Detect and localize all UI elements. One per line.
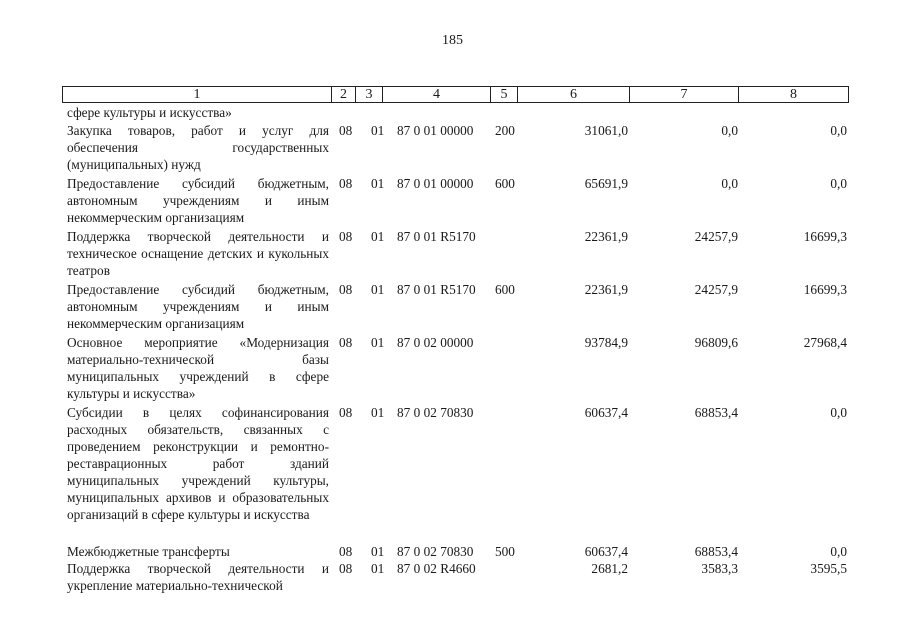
row-name: Предоставление субсидий бюджетным, автономным учреждениям и иным некоммерческим организациям xyxy=(67,282,329,331)
table-header xyxy=(62,86,849,103)
header-col-8: 8 xyxy=(790,87,797,102)
row-subsection: 01 xyxy=(371,405,385,420)
row-subsection: 01 xyxy=(371,561,385,576)
row-amount-3: 3595,5 xyxy=(810,561,847,576)
row-amount-2: 0,0 xyxy=(721,123,738,138)
row-subsection: 01 xyxy=(371,229,385,244)
row-expense-type: 500 xyxy=(495,544,515,559)
row-target-code: 87 0 01 00000 xyxy=(397,176,474,191)
row-amount-2: 0,0 xyxy=(721,176,738,191)
row-section: 08 xyxy=(339,176,353,191)
row-amount-3: 0,0 xyxy=(830,544,847,559)
row-name: Поддержка творческой деятельности и техническое оснащение детских и кукольных театров xyxy=(67,229,329,278)
row-amount-1: 22361,9 xyxy=(584,282,628,297)
row-section: 08 xyxy=(339,229,353,244)
header-col-3: 3 xyxy=(356,87,383,102)
row-name: Межбюджетные трансферты xyxy=(67,544,230,559)
row-subsection: 01 xyxy=(371,282,385,297)
row-name: Основное мероприятие «Модернизация материально-технической базы муниципальных учреждений в сфере культуры и искусства» xyxy=(67,335,329,401)
row-section: 08 xyxy=(339,335,353,350)
row-subsection: 01 xyxy=(371,335,385,350)
row-target-code: 87 0 02 70830 xyxy=(397,405,474,420)
row-amount-1: 2681,2 xyxy=(591,561,628,576)
row-amount-1: 22361,9 xyxy=(584,229,628,244)
row-expense-type: 600 xyxy=(495,176,515,191)
row-subsection: 01 xyxy=(371,123,385,138)
header-col-4: 4 xyxy=(383,87,491,102)
row-amount-3: 16699,3 xyxy=(803,229,847,244)
row-name: Субсидии в целях софинансирования расходных обязательств, связанных с проведением реконструкции и ремонтно-реставрационных работ зданий муниципальных учреждений культуры, муниципальных архивов и образовательных организаций в сфере культуры и искусства xyxy=(67,405,329,522)
row-amount-2: 68853,4 xyxy=(694,405,738,420)
row-name: сфере культуры и искусства» xyxy=(67,105,232,120)
header-col-5: 5 xyxy=(491,87,518,102)
row-section: 08 xyxy=(339,561,353,576)
row-name: Поддержка творческой деятельности и укрепление материально-технической xyxy=(67,561,329,593)
row-amount-2: 24257,9 xyxy=(694,282,738,297)
row-section: 08 xyxy=(339,405,353,420)
row-target-code: 87 0 01 00000 xyxy=(397,123,474,138)
header-col-2: 2 xyxy=(332,87,356,102)
row-amount-1: 93784,9 xyxy=(584,335,628,350)
row-amount-3: 0,0 xyxy=(830,176,847,191)
row-target-code: 87 0 02 R4660 xyxy=(397,561,476,576)
header-col-7: 7 xyxy=(630,87,739,102)
row-amount-2: 68853,4 xyxy=(694,544,738,559)
row-expense-type: 200 xyxy=(495,123,515,138)
row-amount-3: 0,0 xyxy=(830,405,847,420)
row-section: 08 xyxy=(339,123,353,138)
row-name: Закупка товаров, работ и услуг для обеспечения государственных (муниципальных) нужд xyxy=(67,123,329,172)
row-name: Предоставление субсидий бюджетным, автономным учреждениям и иным некоммерческим организациям xyxy=(67,176,329,225)
row-subsection: 01 xyxy=(371,544,385,559)
page-number: 185 xyxy=(442,33,463,48)
row-section: 08 xyxy=(339,282,353,297)
row-expense-type: 600 xyxy=(495,282,515,297)
row-amount-2: 96809,6 xyxy=(694,335,738,350)
row-target-code: 87 0 01 R5170 xyxy=(397,229,476,244)
row-target-code: 87 0 02 70830 xyxy=(397,544,474,559)
row-amount-1: 31061,0 xyxy=(584,123,628,138)
row-amount-3: 27968,4 xyxy=(803,335,847,350)
row-amount-3: 16699,3 xyxy=(803,282,847,297)
row-target-code: 87 0 02 00000 xyxy=(397,335,474,350)
row-amount-1: 60637,4 xyxy=(584,405,628,420)
row-target-code: 87 0 01 R5170 xyxy=(397,282,476,297)
row-amount-2: 3583,3 xyxy=(701,561,738,576)
row-amount-3: 0,0 xyxy=(830,123,847,138)
row-amount-2: 24257,9 xyxy=(694,229,738,244)
header-col-6: 6 xyxy=(518,87,630,102)
row-subsection: 01 xyxy=(371,176,385,191)
header-col-1: 1 xyxy=(63,87,332,102)
row-amount-1: 65691,9 xyxy=(584,176,628,191)
row-section: 08 xyxy=(339,544,353,559)
row-amount-1: 60637,4 xyxy=(584,544,628,559)
